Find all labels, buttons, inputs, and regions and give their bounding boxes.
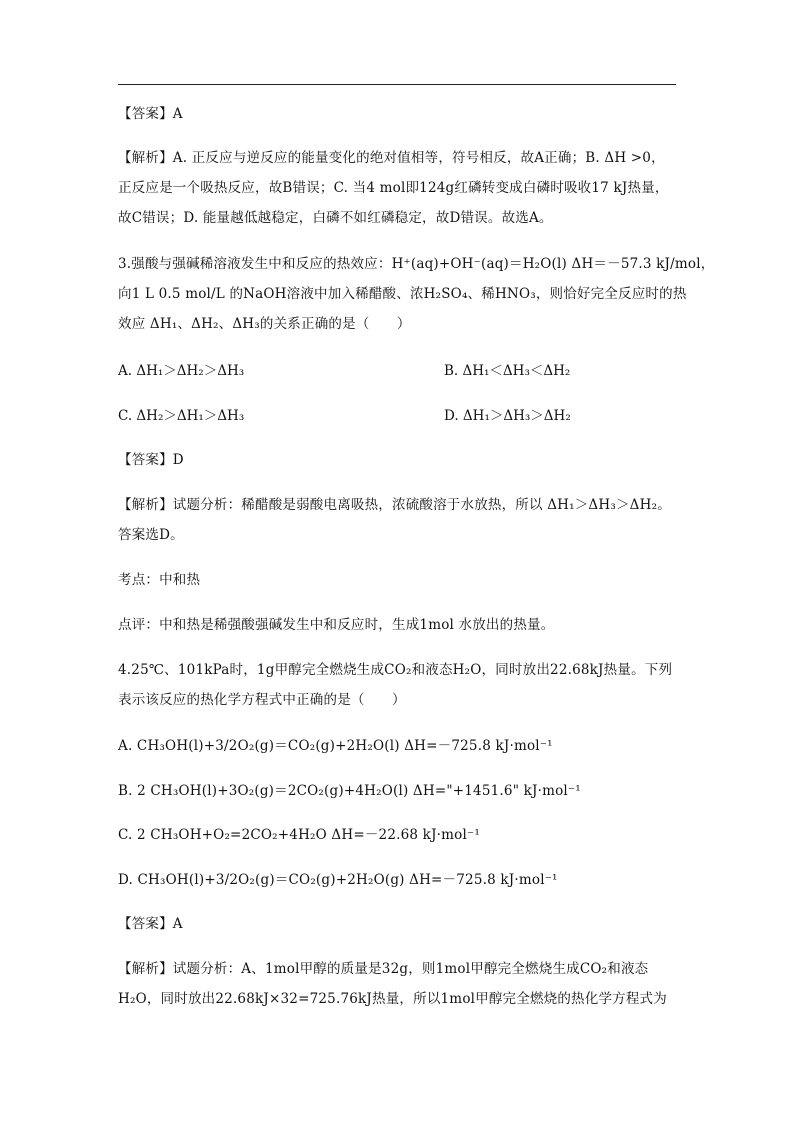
q4-stem-line-2: 表示该反应的热化学方程式中正确的是（ ） <box>118 692 406 708</box>
q3-answer: 【答案】D <box>118 452 184 468</box>
q3-option-c: C. ΔH₂＞ΔH₁＞ΔH₃ <box>118 408 245 424</box>
q3-stem-line-1: 3.强酸与强碱稀溶液发生中和反应的热效应：H⁺(aq)+OH⁻(aq)＝H₂O(l) ΔH＝－57.3 kJ/mol， <box>118 256 715 272</box>
q4-option-d: D. CH₃OH(l)+3/2O₂(g)＝CO₂(g)+2H₂O(g) ΔH=－725.8 kJ·mol⁻¹ <box>118 872 558 888</box>
q3-option-b: B. ΔH₁＜ΔH₃＜ΔH₂ <box>444 363 571 379</box>
q4-answer: 【答案】A <box>118 916 183 932</box>
q2-analysis-line-1: 【解析】A. 正反应与逆反应的能量变化的绝对值相等，符号相反，故A正确；B. ΔH >0， <box>118 150 665 166</box>
q3-kaodian: 考点：中和热 <box>118 572 201 588</box>
q3-dianping: 点评：中和热是稀强酸强碱发生中和反应时，生成1mol 水放出的热量。 <box>118 617 555 633</box>
q4-option-a: A. CH₃OH(l)+3/2O₂(g)＝CO₂(g)+2H₂O(l) ΔH=－725.8 kJ·mol⁻¹ <box>118 738 553 754</box>
q2-analysis-line-3: 故C错误；D. 能量越低越稳定，白磷不如红磷稳定，故D错误。故选A。 <box>118 210 553 226</box>
q2-answer: 【答案】A <box>118 106 183 122</box>
q3-analysis-line-1: 【解析】试题分析：稀醋酸是弱酸电离吸热，浓硫酸溶于水放热，所以 ΔH₁＞ΔH₃＞ΔH₂。 <box>118 497 671 513</box>
q4-analysis-line-1: 【解析】试题分析：A、1mol甲醇的质量是32g，则1mol甲醇完全燃烧生成CO₂和液态 <box>118 961 649 977</box>
q3-option-a: A. ΔH₁＞ΔH₂＞ΔH₃ <box>118 363 245 379</box>
q4-option-b: B. 2 CH₃OH(l)+3O₂(g)＝2CO₂(g)+4H₂O(l) ΔH="+1451.6" kJ·mol⁻¹ <box>118 783 581 799</box>
q3-stem-line-3: 效应 ΔH₁、ΔH₂、ΔH₃的关系正确的是（ ） <box>118 316 411 332</box>
q4-analysis-line-2: H₂O，同时放出22.68kJ×32=725.76kJ热量，所以1mol甲醇完全燃烧的热化学方程式为 <box>118 991 667 1007</box>
header-rule <box>118 84 676 85</box>
q3-option-d: D. ΔH₁＞ΔH₃＞ΔH₂ <box>444 408 571 424</box>
q3-analysis-line-2: 答案选D。 <box>118 527 184 543</box>
q2-analysis-line-2: 正反应是一个吸热反应，故B错误；C. 当4 mol即124g红磷转变成白磷时吸收17 kJ热量， <box>118 180 669 196</box>
q3-stem-line-2: 向1 L 0.5 mol/L 的NaOH溶液中加入稀醋酸、浓H₂SO₄、稀HNO₃，则恰好完全反应时的热 <box>118 286 687 302</box>
q4-option-c: C. 2 CH₃OH+O₂=2CO₂+4H₂O ΔH=－22.68 kJ·mol⁻¹ <box>118 827 480 843</box>
q4-stem-line-1: 4.25℃、101kPa时，1g甲醇完全燃烧生成CO₂和液态H₂O，同时放出22.68kJ热量。下列 <box>118 662 673 678</box>
